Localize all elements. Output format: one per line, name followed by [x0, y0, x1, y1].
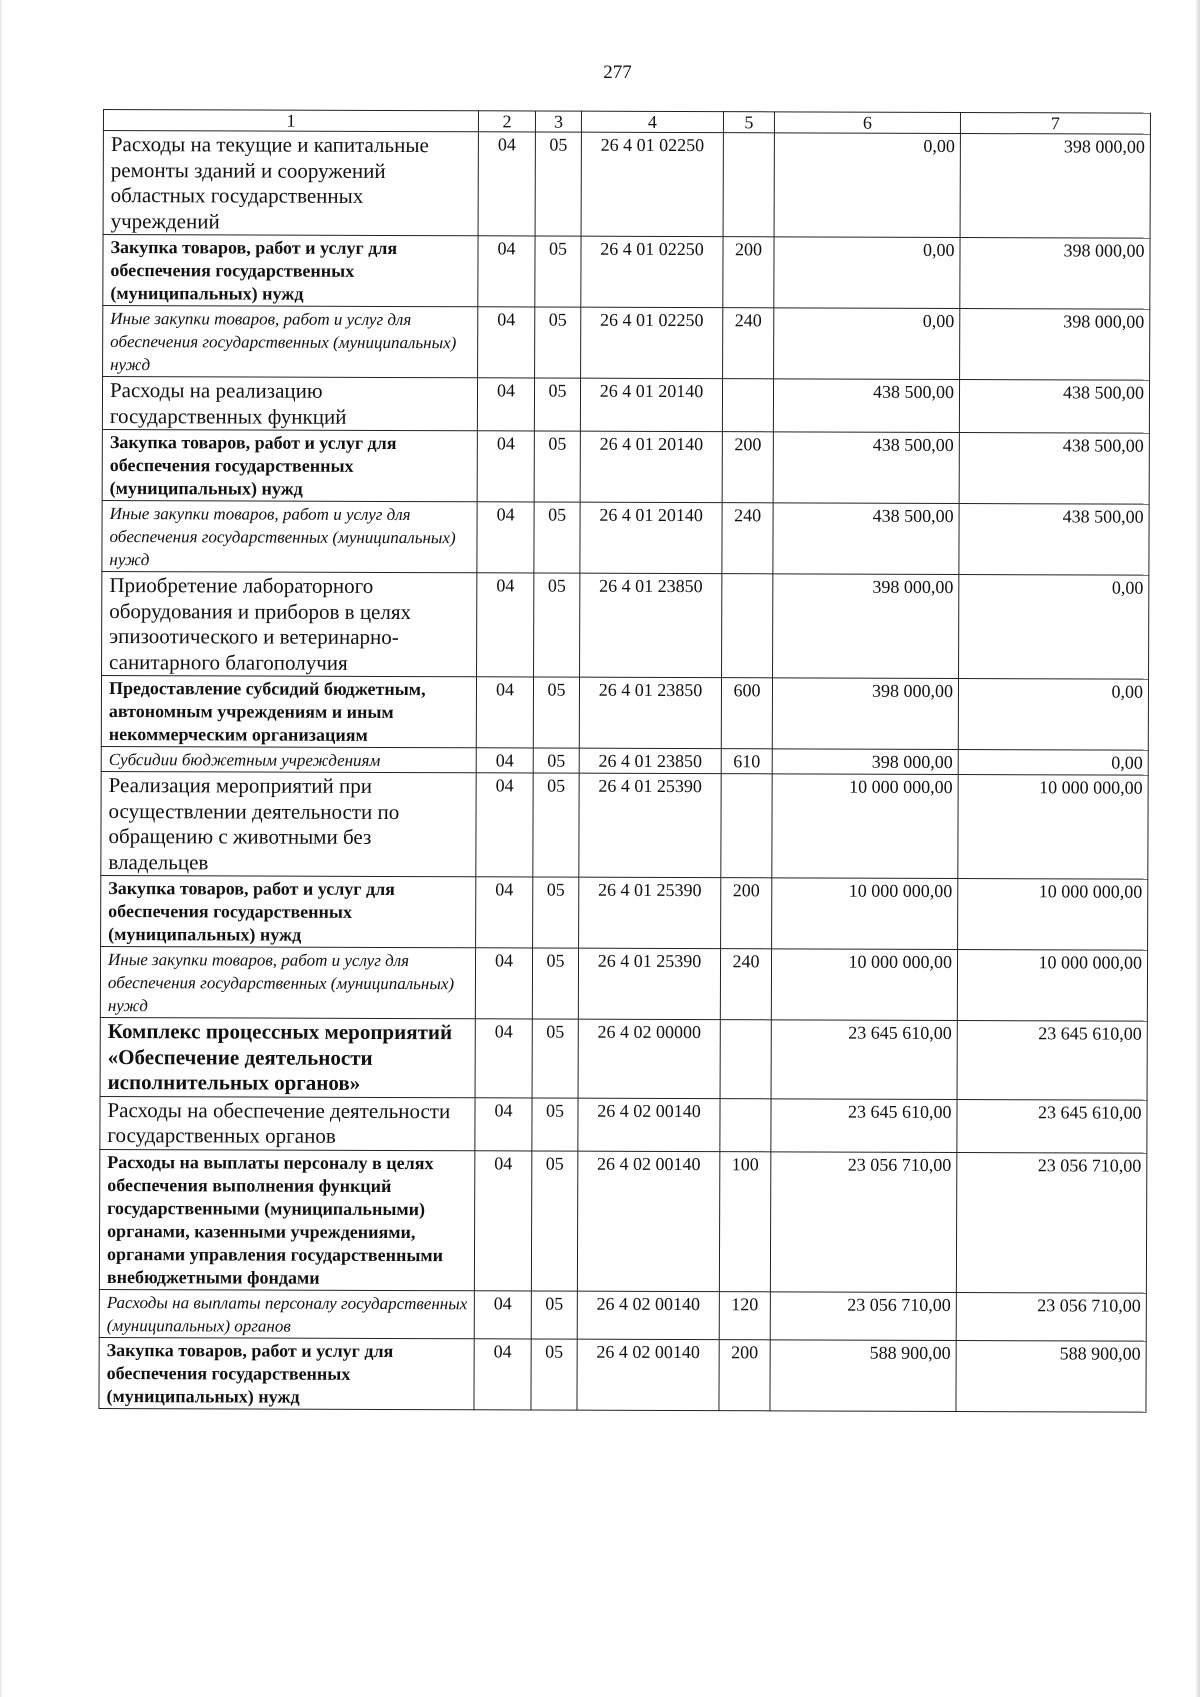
row-amount-col6-cell: 438 500,00	[773, 432, 959, 504]
row-expense-type-cell	[722, 379, 773, 432]
row-amount-col6-cell: 398 000,00	[772, 678, 958, 750]
table-row	[100, 1096, 1147, 1153]
row-amount-col7-cell: 398 000,00	[960, 237, 1150, 309]
row-target-article-cell: 26 4 02 00000	[578, 1019, 720, 1098]
row-subsection-code-cell: 05	[533, 773, 579, 877]
row-amount-col6-cell: 23 645 610,00	[771, 1098, 957, 1152]
row-amount-col6-cell: 23 056 710,00	[770, 1291, 956, 1340]
row-amount-col7-cell: 0,00	[958, 678, 1148, 750]
budget-table	[98, 109, 1151, 1412]
row-section-code-cell: 04	[474, 1338, 531, 1409]
row-section-code-cell: 04	[475, 1097, 532, 1150]
row-amount-col7-cell: 0,00	[959, 574, 1149, 679]
row-section-code-cell: 04	[476, 773, 533, 877]
row-section-code-cell: 04	[476, 748, 533, 773]
row-subsection-code-cell: 05	[532, 1098, 578, 1151]
row-name-cell: Расходы на выплаты персоналу в целях обеспечения выполнения функций государственными (муниципальными) органами, казенными учреждениями, органами управления государственными внебюджетными фондами	[99, 1149, 474, 1290]
row-expense-type-cell: 200	[723, 237, 774, 308]
row-section-code-cell: 04	[475, 1019, 532, 1098]
scan-edge-left	[0, 0, 2, 1697]
row-amount-col7-cell: 23 056 710,00	[956, 1292, 1146, 1341]
row-target-article-cell: 26 4 01 02250	[581, 132, 723, 236]
table-row	[102, 377, 1149, 434]
table-row	[99, 1337, 1146, 1412]
row-name-cell: Расходы на реализацию государственных функций	[102, 377, 477, 431]
scan-edge-right	[1196, 0, 1200, 1697]
row-subsection-code-cell: 05	[531, 1339, 577, 1410]
row-subsection-code-cell: 05	[531, 1291, 577, 1339]
row-target-article-cell: 26 4 01 23850	[579, 748, 721, 773]
row-subsection-code-cell: 05	[535, 307, 581, 378]
row-name-cell: Иные закупки товаров, работ и услуг для обеспечения государственных (муниципальных) нужд	[100, 946, 475, 1018]
row-section-code-cell: 04	[476, 677, 533, 748]
row-amount-col7-cell: 438 500,00	[959, 432, 1149, 504]
row-expense-type-cell: 200	[721, 878, 772, 949]
row-section-code-cell: 04	[478, 236, 535, 307]
row-expense-type-cell: 120	[719, 1291, 770, 1339]
row-amount-col6-cell: 438 500,00	[773, 503, 959, 575]
row-amount-col7-cell: 398 000,00	[960, 308, 1150, 380]
row-target-article-cell: 26 4 02 00140	[577, 1151, 719, 1291]
row-target-article-cell: 26 4 01 02250	[581, 307, 723, 378]
table-row	[101, 771, 1148, 879]
row-target-article-cell: 26 4 01 25390	[578, 948, 720, 1019]
column-header: 5	[723, 112, 774, 133]
row-expense-type-cell: 600	[721, 678, 772, 749]
row-subsection-code-cell: 05	[535, 132, 581, 236]
row-amount-col7-cell: 438 500,00	[959, 503, 1149, 575]
row-target-article-cell: 26 4 01 02250	[581, 236, 723, 307]
row-name-cell: Расходы на текущие и капитальные ремонты зданий и сооружений областных государственных учреждений	[103, 131, 478, 236]
row-expense-type-cell: 200	[719, 1339, 770, 1410]
row-target-article-cell: 26 4 01 23850	[580, 573, 722, 677]
row-subsection-code-cell: 05	[534, 378, 580, 431]
row-amount-col6-cell: 23 645 610,00	[771, 1020, 957, 1099]
row-amount-col6-cell: 10 000 000,00	[772, 878, 958, 950]
column-header: 3	[535, 111, 581, 132]
row-amount-col6-cell: 0,00	[774, 237, 960, 309]
table-row	[102, 429, 1149, 504]
table-row	[103, 131, 1150, 239]
row-expense-type-cell: 610	[721, 749, 772, 774]
table-row	[102, 500, 1149, 575]
row-subsection-code-cell: 05	[533, 677, 579, 748]
row-target-article-cell: 26 4 01 20140	[580, 502, 722, 573]
row-amount-col6-cell: 398 000,00	[773, 574, 959, 679]
row-amount-col6-cell: 438 500,00	[773, 379, 959, 433]
row-amount-col7-cell: 10 000 000,00	[957, 949, 1147, 1021]
row-section-code-cell: 04	[476, 877, 533, 948]
row-amount-col7-cell: 438 500,00	[959, 379, 1149, 433]
row-name-cell: Комплекс процессных мероприятий «Обеспечение деятельности исполнительных органов»	[100, 1017, 475, 1097]
row-amount-col6-cell: 398 000,00	[772, 749, 958, 775]
column-header: 1	[103, 110, 478, 132]
row-name-cell: Субсидии бюджетным учреждениям	[101, 746, 476, 772]
table-row	[99, 1149, 1146, 1293]
table-row	[99, 1289, 1146, 1341]
row-name-cell: Расходы на обеспечение деятельности государственных органов	[100, 1096, 475, 1150]
row-amount-col7-cell: 23 056 710,00	[956, 1152, 1146, 1293]
row-expense-type-cell	[721, 774, 772, 878]
table-row	[101, 875, 1148, 950]
row-amount-col7-cell: 398 000,00	[960, 133, 1150, 238]
row-section-code-cell: 04	[477, 573, 534, 677]
row-section-code-cell: 04	[477, 378, 534, 431]
row-name-cell: Закупка товаров, работ и услуг для обеспечения государственных (муниципальных) нужд	[102, 429, 477, 501]
row-subsection-code-cell: 05	[534, 573, 580, 677]
table-row	[103, 235, 1150, 310]
row-subsection-code-cell: 05	[534, 431, 580, 502]
row-target-article-cell: 26 4 02 00140	[578, 1098, 720, 1151]
row-amount-col6-cell: 10 000 000,00	[771, 949, 957, 1021]
row-name-cell: Иные закупки товаров, работ и услуг для обеспечения государственных (муниципальных) нужд	[103, 306, 478, 378]
row-subsection-code-cell: 05	[532, 948, 578, 1019]
row-name-cell: Реализация мероприятий при осуществлении деятельности по обращению с животными без владельцев	[101, 771, 476, 876]
row-subsection-code-cell: 05	[534, 502, 580, 573]
row-subsection-code-cell: 05	[533, 748, 579, 773]
row-name-cell: Приобретение лабораторного оборудования и приборов в целях эпизоотического и ветеринарно-санитарного благополучия	[102, 571, 477, 676]
row-target-article-cell: 26 4 01 20140	[580, 431, 722, 502]
table-row	[100, 1017, 1147, 1099]
row-name-cell: Расходы на выплаты персоналу государственных (муниципальных) органов	[99, 1289, 474, 1338]
row-section-code-cell: 04	[477, 502, 534, 573]
row-amount-col6-cell: 23 056 710,00	[770, 1151, 956, 1292]
row-target-article-cell: 26 4 01 25390	[579, 877, 721, 948]
row-target-article-cell: 26 4 01 25390	[579, 773, 721, 877]
page-number: 277	[603, 62, 632, 83]
row-amount-col7-cell: 10 000 000,00	[958, 878, 1148, 950]
row-section-code-cell: 04	[478, 132, 535, 236]
row-amount-col7-cell: 0,00	[958, 749, 1148, 775]
row-amount-col6-cell: 0,00	[774, 308, 960, 380]
row-section-code-cell: 04	[478, 307, 535, 378]
table-row	[101, 746, 1148, 775]
row-expense-type-cell: 240	[723, 308, 774, 379]
row-expense-type-cell: 100	[719, 1151, 770, 1291]
row-section-code-cell: 04	[475, 948, 532, 1019]
row-name-cell: Закупка товаров, работ и услуг для обеспечения государственных (муниципальных) нужд	[99, 1337, 474, 1409]
row-subsection-code-cell: 05	[533, 877, 579, 948]
row-subsection-code-cell: 05	[532, 1019, 578, 1098]
row-name-cell: Иные закупки товаров, работ и услуг для обеспечения государственных (муниципальных) нужд	[102, 500, 477, 572]
row-amount-col7-cell: 23 645 610,00	[957, 1020, 1147, 1099]
row-expense-type-cell: 240	[720, 949, 771, 1020]
row-target-article-cell: 26 4 02 00140	[577, 1291, 719, 1339]
row-subsection-code-cell: 05	[531, 1151, 577, 1291]
row-section-code-cell: 04	[474, 1290, 531, 1338]
row-expense-type-cell: 200	[722, 432, 773, 503]
table-row	[100, 946, 1147, 1021]
row-section-code-cell: 04	[474, 1150, 531, 1290]
table-body	[99, 131, 1150, 1412]
row-amount-col6-cell: 588 900,00	[770, 1339, 956, 1411]
column-header: 7	[960, 112, 1150, 134]
table-row	[102, 571, 1149, 679]
row-expense-type-cell: 240	[722, 503, 773, 574]
row-expense-type-cell	[722, 574, 773, 678]
row-target-article-cell: 26 4 01 20140	[580, 378, 722, 431]
row-subsection-code-cell: 05	[535, 236, 581, 307]
row-name-cell: Закупка товаров, работ и услуг для обеспечения государственных (муниципальных) нужд	[101, 875, 476, 947]
row-amount-col7-cell: 23 645 610,00	[957, 1099, 1147, 1153]
row-amount-col7-cell: 588 900,00	[956, 1340, 1146, 1412]
row-section-code-cell: 04	[477, 431, 534, 502]
row-expense-type-cell	[720, 1098, 771, 1151]
row-name-cell: Предоставление субсидий бюджетным, автономным учреждениям и иным некоммерческим организациям	[101, 675, 476, 747]
row-amount-col7-cell: 10 000 000,00	[958, 774, 1148, 879]
table-row	[103, 306, 1150, 381]
row-amount-col6-cell: 0,00	[774, 133, 960, 238]
row-amount-col6-cell: 10 000 000,00	[772, 774, 958, 879]
table-row	[101, 675, 1148, 750]
row-target-article-cell: 26 4 01 23850	[579, 677, 721, 748]
row-name-cell: Закупка товаров, работ и услуг для обеспечения государственных (муниципальных) нужд	[103, 235, 478, 307]
row-target-article-cell: 26 4 02 00140	[577, 1339, 719, 1410]
column-header: 2	[478, 111, 535, 132]
column-header: 6	[774, 112, 960, 134]
column-header: 4	[581, 111, 723, 132]
row-expense-type-cell	[720, 1020, 771, 1099]
row-expense-type-cell	[723, 133, 774, 237]
